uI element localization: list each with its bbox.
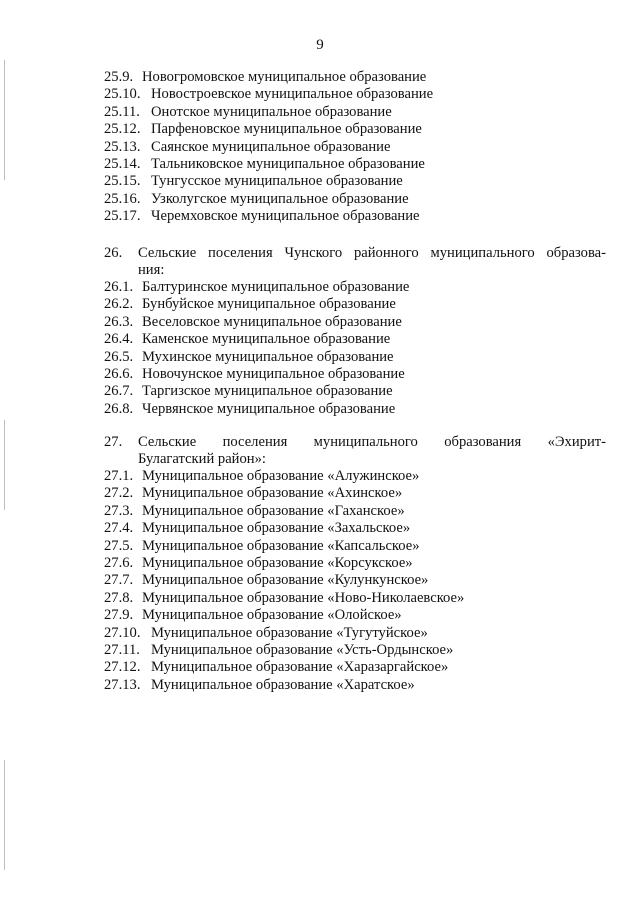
list-item bbox=[104, 383, 604, 400]
item-text: Муниципальное образование «Захальское» bbox=[142, 520, 411, 537]
item-text: Муниципальное образование «Кулункунское» bbox=[142, 572, 429, 589]
item-number: 27.2. bbox=[104, 485, 134, 502]
item-text: Балтуринское муниципальное образование bbox=[142, 279, 410, 295]
list-item bbox=[104, 607, 604, 624]
item-number: 26.2. bbox=[104, 296, 134, 313]
section-26-heading bbox=[104, 245, 606, 280]
item-number: 27.11. bbox=[104, 641, 140, 658]
list-item bbox=[104, 279, 604, 296]
item-text: Парфеновское муниципальное образование bbox=[151, 121, 422, 138]
item-text: Черемховское муниципальное образование bbox=[151, 208, 420, 225]
item-number: 26.4. bbox=[104, 331, 134, 348]
page-number: 9 bbox=[316, 37, 324, 53]
item-number: 26.8. bbox=[104, 400, 134, 417]
scan-edge-mark bbox=[4, 60, 5, 180]
item-text: Веселовское муниципальное образование bbox=[142, 313, 402, 330]
list-item bbox=[104, 139, 604, 156]
list-item bbox=[104, 659, 604, 676]
item-number: 25.9. bbox=[104, 69, 134, 85]
item-text: Онотское муниципальное образование bbox=[151, 103, 392, 120]
list-item bbox=[104, 642, 604, 659]
item-number: 26.1. bbox=[104, 279, 134, 295]
item-text: Муниципальное образование «Тугутуйское» bbox=[151, 624, 428, 641]
item-text: Червянское муниципальное образование bbox=[142, 400, 396, 417]
list-item bbox=[104, 401, 604, 418]
item-text: Муниципальное образование «Усть-Ордынское» bbox=[151, 641, 454, 658]
section-27-list bbox=[104, 468, 604, 694]
list-item bbox=[104, 191, 604, 208]
item-text: Муниципальное образование «Харазаргайское» bbox=[151, 659, 449, 676]
item-number: 26.6. bbox=[104, 365, 134, 382]
list-item bbox=[104, 366, 604, 383]
item-text: Новочунское муниципальное образование bbox=[142, 365, 405, 382]
list-item bbox=[104, 208, 604, 225]
item-number: 25.10. bbox=[104, 86, 141, 103]
list-item bbox=[104, 296, 604, 313]
list-item bbox=[104, 625, 604, 642]
list-item bbox=[104, 331, 604, 348]
item-text: Муниципальное образование «Ново-Николаевское» bbox=[142, 589, 465, 606]
item-text: Мухинское муниципальное образование bbox=[142, 348, 394, 365]
item-text: Каменское муниципальное образование bbox=[142, 331, 391, 348]
list-item bbox=[104, 538, 604, 555]
list-item bbox=[104, 485, 604, 502]
item-number: 25.16. bbox=[104, 190, 141, 207]
list-item bbox=[104, 572, 604, 589]
list-item bbox=[104, 69, 604, 86]
item-number: 27.3. bbox=[104, 502, 134, 519]
list-item bbox=[104, 520, 604, 537]
item-number: 25.17. bbox=[104, 208, 141, 225]
item-number: 25.15. bbox=[104, 173, 141, 190]
item-number: 25.11. bbox=[104, 103, 140, 120]
list-item bbox=[104, 86, 604, 103]
item-number: 27.7. bbox=[104, 572, 134, 589]
section-heading-line: Булагатский район»: bbox=[138, 451, 266, 468]
list-item bbox=[104, 314, 604, 331]
section-27-heading bbox=[104, 434, 606, 469]
section-number: 26. bbox=[104, 245, 123, 261]
list-item bbox=[104, 156, 604, 173]
list-item bbox=[104, 503, 604, 520]
section-25-list bbox=[104, 69, 604, 226]
section-heading-line: ния: bbox=[138, 262, 165, 279]
list-item bbox=[104, 590, 604, 607]
item-text: Бунбуйское муниципальное образование bbox=[142, 296, 396, 313]
item-number: 27.5. bbox=[104, 537, 134, 554]
item-text: Тальниковское муниципальное образование bbox=[151, 155, 425, 172]
scan-edge-mark bbox=[4, 420, 5, 510]
item-text: Муниципальное образование «Капсальское» bbox=[142, 537, 420, 554]
item-text: Тунгусское муниципальное образование bbox=[151, 173, 403, 190]
item-text: Муниципальное образование «Ахинское» bbox=[142, 485, 403, 502]
item-text: Муниципальное образование «Гаханское» bbox=[142, 502, 405, 519]
item-number: 25.12. bbox=[104, 121, 141, 138]
item-number: 27.13. bbox=[104, 676, 141, 693]
section-number: 27. bbox=[104, 434, 123, 450]
item-text: Узколугское муниципальное образование bbox=[151, 190, 409, 207]
item-text: Таргизское муниципальное образование bbox=[142, 383, 393, 400]
item-number: 27.1. bbox=[104, 468, 134, 484]
item-number: 27.4. bbox=[104, 520, 134, 537]
item-text: Муниципальное образование «Олойское» bbox=[142, 607, 402, 624]
section-26-list bbox=[104, 279, 604, 418]
item-text: Саянское муниципальное образование bbox=[151, 138, 391, 155]
item-number: 26.5. bbox=[104, 348, 134, 365]
list-item bbox=[104, 173, 604, 190]
item-number: 27.10. bbox=[104, 624, 141, 641]
item-text: Муниципальное образование «Корсукское» bbox=[142, 554, 413, 571]
list-item bbox=[104, 677, 604, 694]
section-heading-line: Сельские поселения Чунского районного муниципального образова- bbox=[138, 245, 606, 261]
item-text: Новогромовское муниципальное образование bbox=[142, 69, 427, 85]
item-number: 25.14. bbox=[104, 155, 141, 172]
scan-edge-mark bbox=[4, 760, 5, 870]
section-heading-line: Сельские поселения муниципального образования «Эхирит- bbox=[138, 434, 606, 450]
list-item bbox=[104, 468, 604, 485]
list-item bbox=[104, 555, 604, 572]
item-number: 27.12. bbox=[104, 659, 141, 676]
item-number: 27.8. bbox=[104, 589, 134, 606]
list-item bbox=[104, 349, 604, 366]
item-number: 26.7. bbox=[104, 383, 134, 400]
list-item bbox=[104, 104, 604, 121]
item-number: 27.9. bbox=[104, 607, 134, 624]
item-text: Новостроевское муниципальное образование bbox=[151, 86, 434, 103]
item-number: 26.3. bbox=[104, 313, 134, 330]
item-number: 25.13. bbox=[104, 138, 141, 155]
item-number: 27.6. bbox=[104, 554, 134, 571]
item-text: Муниципальное образование «Харатское» bbox=[151, 676, 415, 693]
list-item bbox=[104, 121, 604, 138]
item-text: Муниципальное образование «Алужинское» bbox=[142, 468, 420, 484]
